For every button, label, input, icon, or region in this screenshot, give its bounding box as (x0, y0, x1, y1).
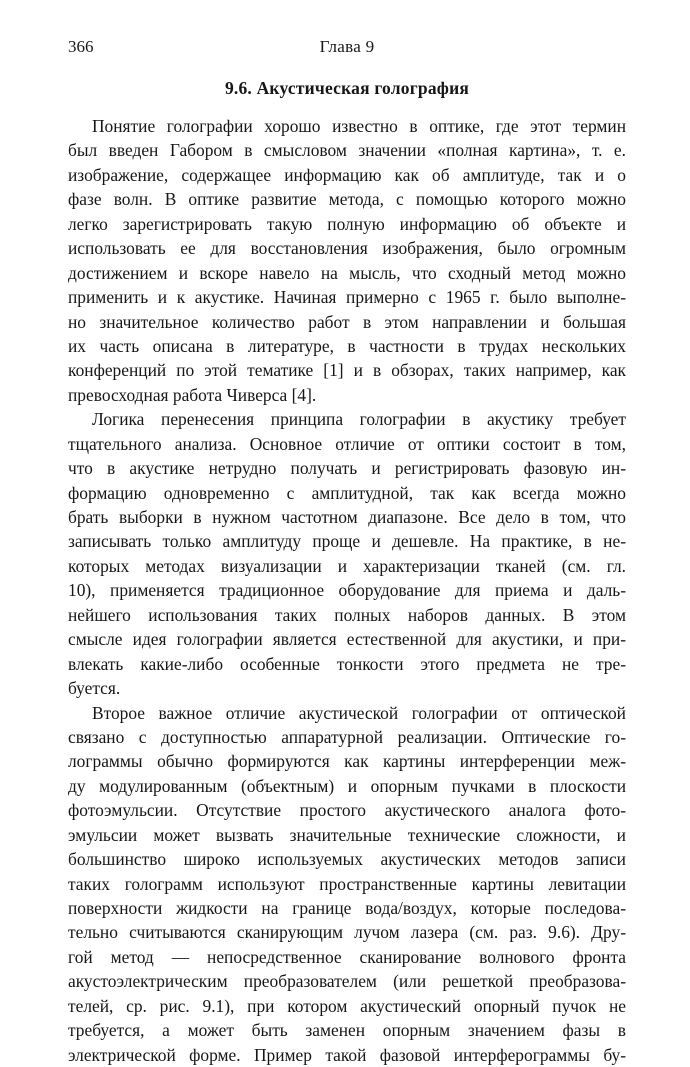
text-line: превосходная работа Чиверса [4]. (68, 383, 626, 407)
text-line: тщательного анализа. Основное отличие от оптики состоит в том, (68, 432, 626, 456)
text-line: нейшего использования таких полных наборов данных. В этом (68, 603, 626, 627)
text-line: использовать ее для восстановления изображения, было огромным (68, 236, 626, 260)
text-line: ду модулированным (объектным) и опорным пучками в плоскости (68, 774, 626, 798)
paragraph (68, 114, 626, 407)
text-line: формацию одновременно с амплитудной, так как всегда можно (68, 481, 626, 505)
body-text (68, 114, 626, 1067)
text-line: поверхности жидкости на границе вода/воздух, которые последова- (68, 896, 626, 920)
text-line: требуется, а может быть заменен опорным значением фазы в (68, 1018, 626, 1042)
text-line: эмульсии может вызвать значительные технические сложности, и (68, 823, 626, 847)
text-line: влекать какие-либо особенные тонкости этого предмета не тре- (68, 652, 626, 676)
text-line: фазе волн. В оптике развитие метода, с помощью которого можно (68, 187, 626, 211)
text-line: брать выборки в нужном частотном диапазоне. Все дело в том, что (68, 505, 626, 529)
text-line: применить и к акустике. Начиная примерно с 1965 г. было выполне- (68, 285, 626, 309)
text-line: электрической форме. Пример такой фазовой интерферограммы бу- (68, 1043, 626, 1067)
text-line: акустоэлектрическим преобразователем (или решеткой преобразова- (68, 969, 626, 993)
text-line: записывать только амплитуду проще и дешевле. На практике, в не- (68, 529, 626, 553)
text-line: конференций по этой тематике [1] и в обзорах, таких например, как (68, 358, 626, 382)
text-line: легко зарегистрировать такую полную информацию об объекте и (68, 212, 626, 236)
text-line: таких голограмм используют пространственные картины левитации (68, 872, 626, 896)
text-line: но значительное количество работ в этом направлении и большая (68, 310, 626, 334)
text-line: лограммы обычно формируются как картины интерференции меж- (68, 749, 626, 773)
page-number: 366 (68, 37, 94, 57)
text-line: смысле идея голографии является естественной для акустики, и при- (68, 627, 626, 651)
text-line: буется. (68, 676, 626, 700)
text-line: изображение, содержащее информацию как об амплитуде, так и о (68, 163, 626, 187)
text-line: телей, ср. рис. 9.1), при котором акустический опорный пучок не (68, 994, 626, 1018)
text-line: тельно считываются сканирующим лучом лазера (см. раз. 9.6). Дру- (68, 920, 626, 944)
page-header (68, 37, 626, 59)
text-line: большинство широко используемых акустических методов записи (68, 847, 626, 871)
section-title: 9.6. Акустическая голография (68, 78, 626, 99)
text-line: которых методах визуализации и характеризации тканей (см. гл. (68, 554, 626, 578)
text-line: Логика перенесения принципа голографии в акустику требует (68, 407, 626, 431)
text-line: фотоэмульсии. Отсутствие простого акустического аналога фото- (68, 798, 626, 822)
text-line: связано с доступностью аппаратурной реализации. Оптические го- (68, 725, 626, 749)
text-line: был введен Габором в смысловом значении «полная картина», т. е. (68, 138, 626, 162)
paragraph (68, 701, 626, 1067)
text-line: что в акустике нетрудно получать и регистрировать фазовую ин- (68, 456, 626, 480)
text-line: достижением и вскоре навело на мысль, что сходный метод можно (68, 261, 626, 285)
text-line: их часть описана в литературе, в частности в трудах нескольких (68, 334, 626, 358)
text-line: 10), применяется традиционное оборудование для приема и даль- (68, 578, 626, 602)
text-line: гой метод — непосредственное сканирование волнового фронта (68, 945, 626, 969)
text-line: Понятие голографии хорошо известно в оптике, где этот термин (68, 114, 626, 138)
running-head: Глава 9 (68, 37, 626, 57)
paragraph (68, 407, 626, 700)
text-line: Второе важное отличие акустической голографии от оптической (68, 701, 626, 725)
